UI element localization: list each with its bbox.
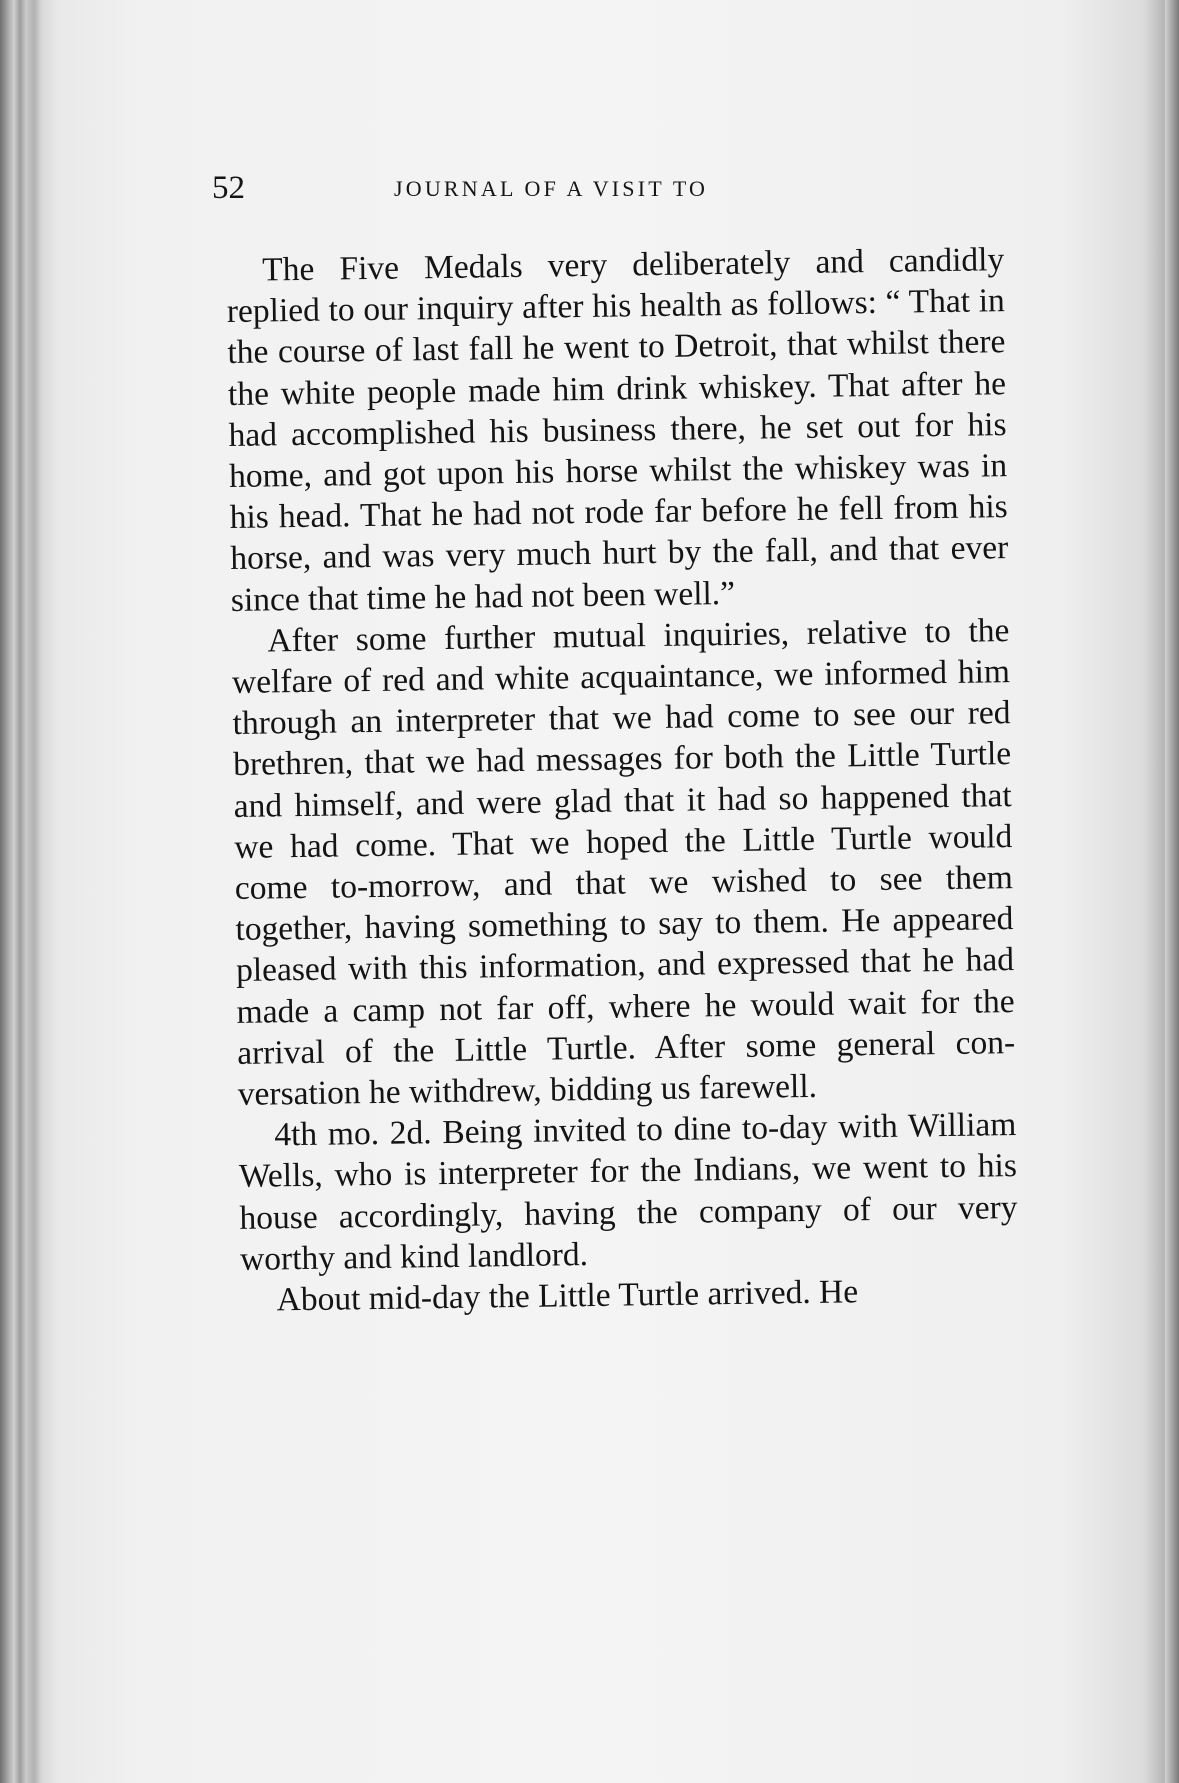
paragraph-little-turtle-arrived: About mid-day the Little Turtle arrived. He bbox=[276, 1273, 859, 1319]
paragraph-mutual-inquiries: After some further mutual inquiries, relative to the welfare of red and white acquaintance, we informed him through an interpreter that we had come to see our red brethren, that we had messages for both the Little Turtle and himself, and were glad that it had so happened that we had come. That we hoped the Little Turtle would come to-morrow, and that we wished to see them together, having something to say to them. He appeared pleased with this information, and expressed that he had made a camp not far off, where he would wait for the arrival of the Little Turtle. After some general conversation he withdrew, bidding us farewell. bbox=[231, 611, 1016, 1113]
paragraph-dine-with-wells: 4th mo. 2d. Being invited to dine to-day with William Wells, who is interpreter for the Indians, we went to his house accordingly, having the company of our very worthy and kind landlord. bbox=[238, 1106, 1018, 1278]
page-right-edge bbox=[1165, 0, 1179, 1783]
book-binding-edge bbox=[0, 0, 55, 1783]
body-text bbox=[226, 239, 1019, 1321]
running-head: JOURNAL OF A VISIT TO bbox=[394, 176, 709, 201]
paragraph-five-medals-reply: The Five Medals very deliberately and candidly replied to our inquiry after his health as follows: “ That in the course of last fall he went to Detroit, that whilst there the white people made him drink whiskey. That after he had accomplished his business there, he set out for his home, and got upon his horse whilst the whiskey was in his head. That he had not rode far before he fell from his horse, and was very much hurt by the fall, and that ever since that time he had not been well.” bbox=[226, 241, 1009, 619]
page-number: 52 bbox=[212, 170, 245, 206]
page-header bbox=[212, 170, 832, 220]
